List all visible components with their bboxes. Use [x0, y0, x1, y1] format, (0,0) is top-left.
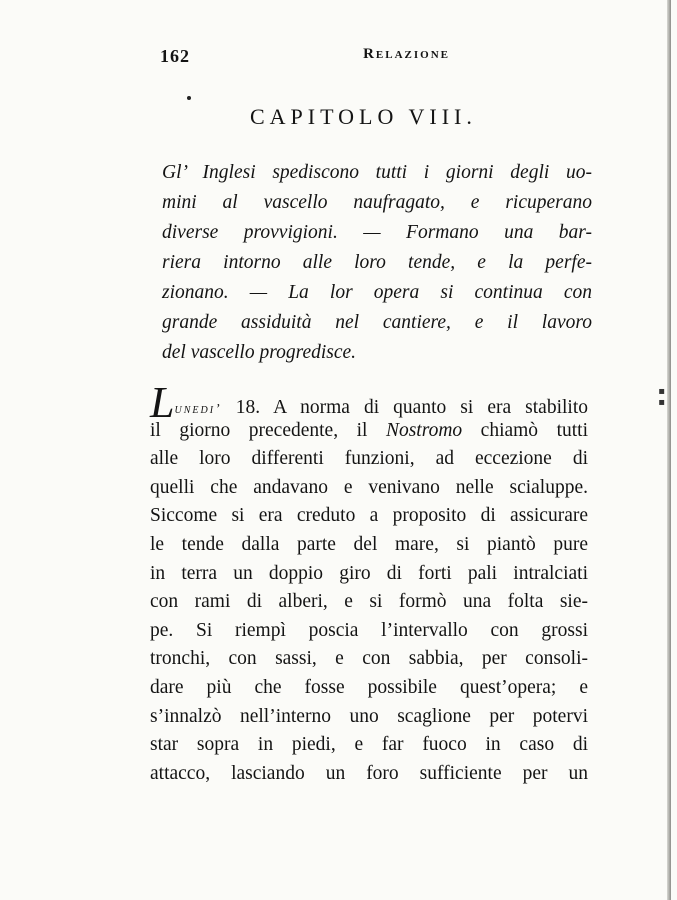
summary-line: diverse provvigioni. — Formano una bar-	[162, 222, 592, 243]
body-line: le tende dalla parte del mare, si piantò pure	[150, 533, 588, 555]
line2-before: il giorno precedente, il	[150, 419, 386, 441]
first-word-rest: unedi’	[174, 402, 222, 417]
line2-after: chiamò tutti	[462, 419, 588, 441]
body-line: pe. Si riempì poscia l’intervallo con grossi	[150, 619, 588, 641]
ink-dot	[187, 96, 191, 100]
summary-line: del vascello progredisce.	[162, 342, 357, 363]
running-head: Relazione	[363, 46, 450, 62]
body-text	[150, 378, 589, 788]
body-line: s’innalzò nell’interno uno scaglione per potervi	[150, 705, 588, 727]
drop-cap: L	[150, 378, 175, 427]
body-first-line	[150, 378, 589, 427]
body-line: quelli che andavano e venivano nelle scialuppe.	[150, 476, 588, 498]
body-line: con rami di alberi, e si formò una folta sie-	[150, 591, 588, 613]
summary-line: Gl’ Inglesi spediscono tutti i giorni degli uo-	[162, 162, 592, 183]
chapter-title: CAPITOLO VIII.	[250, 104, 477, 129]
body-first-line-text: 18. A norma di quanto si era stabilito	[235, 397, 589, 418]
summary-line: riera intorno alle loro tende, e la perfe-	[162, 252, 592, 273]
body-line: alle loro differenti funzioni, ad eccezione di	[150, 448, 588, 470]
page-edge-shadow	[667, 0, 671, 900]
nostromo-italic: Nostromo	[385, 419, 463, 441]
edge-marks: ▪ ▪	[658, 386, 665, 408]
body-line: dare più che fosse possibile quest’opera; e	[150, 676, 588, 698]
summary-line: zionano. — La lor opera si continua con	[162, 282, 592, 303]
page-number: 162	[160, 46, 190, 66]
summary-line: grande assiduità nel cantiere, e il lavoro	[162, 312, 592, 333]
body-line: attacco, lasciando un foro sufficiente per un	[150, 762, 588, 784]
body-line	[150, 417, 588, 446]
body-line: in terra un doppio giro di forti pali intralciati	[150, 562, 588, 584]
page-header	[160, 46, 450, 70]
body-line: Siccome si era creduto a proposito di assicurare	[150, 505, 588, 527]
chapter-summary	[162, 158, 592, 368]
summary-line: mini al vascello naufragato, e ricuperano	[162, 192, 592, 213]
body-line: star sopra in piedi, e far fuoco in caso di	[150, 734, 588, 756]
body-line: tronchi, con sassi, e con sabbia, per consoli-	[150, 648, 588, 670]
